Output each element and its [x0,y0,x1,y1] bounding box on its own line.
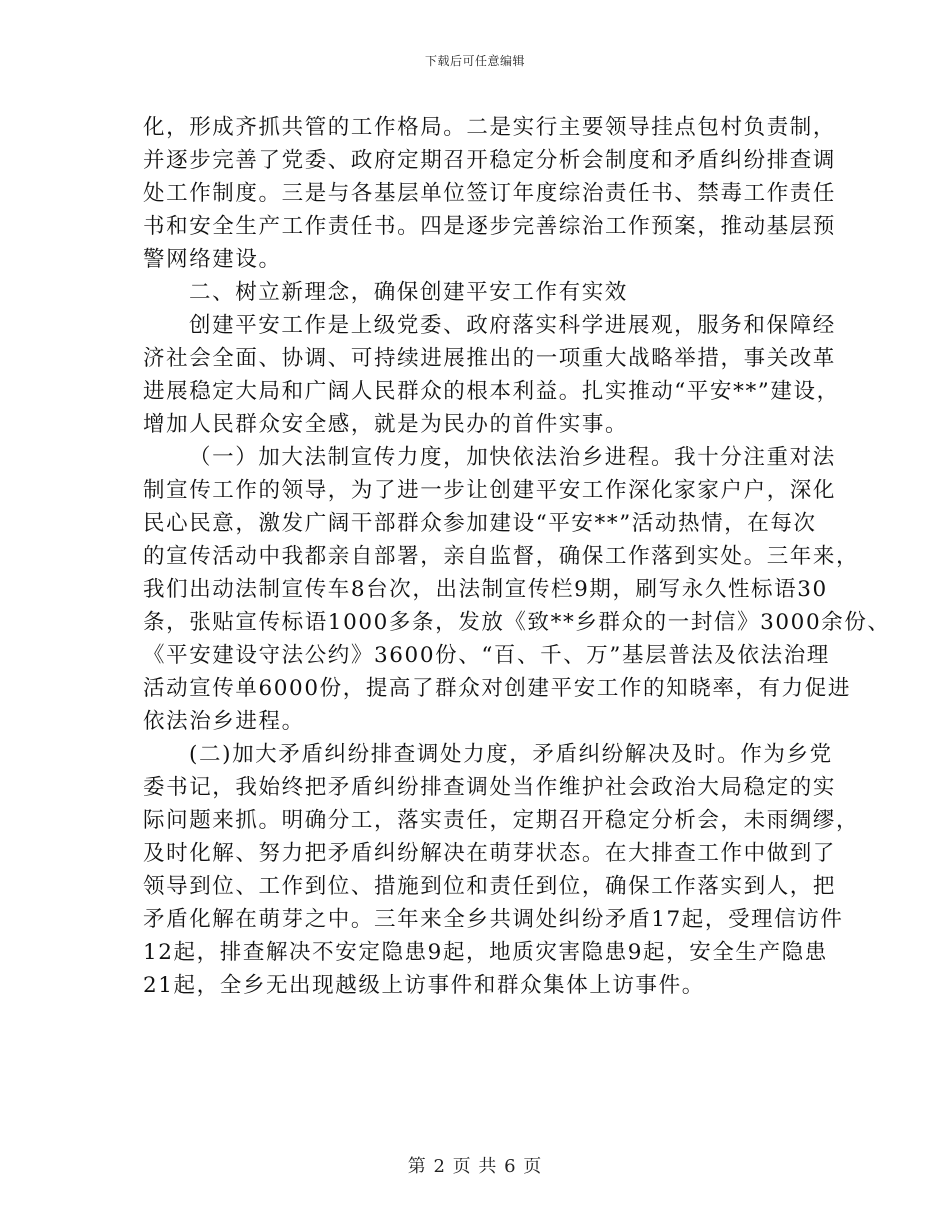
text-line: 二、树立新理念，确保创建平安工作有实效 [189,280,628,305]
text-line: 际问题来抓。明确分工，落实责任，定期召开稳定分析会，未雨绸缪， [143,808,860,833]
text-line: 活动宣传单6000份，提高了群众对创建平安工作的知晓率，有力促进 [143,676,851,701]
text-line: 矛盾化解在萌芽之中。三年来全乡共调处纠纷矛盾17起，受理信访件 [143,907,844,932]
page-number-footer: 第 2 页 共 6 页 [407,1156,543,1177]
text-line: （一）加大法制宣传力度，加快依法治乡进程。我十分注重对法 [189,445,836,470]
text-line: 民心民意，激发广阔干部群众参加建设“平安**”活动热情，在每次 [143,511,817,536]
text-line: 并逐步完善了党委、政府定期召开稳定分析会制度和矛盾纠纷排查调 [143,148,837,173]
text-line: 的宣传活动中我都亲自部署，亲自监督，确保工作落到实处。三年来， [143,544,860,569]
text-line: 12起，排查解决不安定隐患9起，地质灾害隐患9起，安全生产隐患 [143,940,828,965]
text-line: 处工作制度。三是与各基层单位签订年度综治责任书、禁毒工作责任 [143,181,837,206]
text-line: 创建平安工作是上级党委、政府落实科学进展观，服务和保障经 [189,313,836,338]
page-header: 下载后可任意编辑 [424,54,525,68]
text-line: 委书记，我始终把矛盾纠纷排查调处当作维护社会政治大局稳定的实 [143,775,837,800]
text-line: 及时化解、努力把矛盾纠纷解决在萌芽状态。在大排查工作中做到了 [143,841,837,866]
text-line: 领导到位、工作到位、措施到位和责任到位，确保工作落实到人，把 [143,874,837,899]
text-line: 增加人民群众安全感，就是为民办的首件实事。 [143,412,629,437]
text-line: 济社会全面、协调、可持续进展推出的一项重大战略举措，事关改革 [143,346,837,371]
text-line: 化，形成齐抓共管的工作格局。二是实行主要领导挂点包村负责制， [143,115,837,140]
text-line: 我们出动法制宣传车8台次，出法制宣传栏9期，刷写永久性标语30 [143,577,828,602]
text-line: 制宣传工作的领导，为了进一步让创建平安工作深化家家户户，深化 [143,478,837,503]
text-line: 警网络建设。 [143,247,282,272]
text-line: 《平安建设守法公约》3600份、“百、千、万”基层普法及依法治理 [143,643,830,668]
text-line: 条，张贴宣传标语1000多条，发放《致**乡群众的一封信》3000余份、 [143,610,891,635]
text-line: 进展稳定大局和广阔人民群众的根本利益。扎实推动“平安**”建设， [143,379,840,404]
text-line: 21起，全乡无出现越级上访事件和群众集体上访事件。 [143,973,705,998]
text-line: 书和安全生产工作责任书。四是逐步完善综治工作预案，推动基层预 [143,214,837,239]
document-body [143,111,891,1002]
text-line: 依法治乡进程。 [143,709,305,734]
text-line: (二)加大矛盾纠纷排查调处力度，矛盾纠纷解决及时。作为乡党 [189,742,833,767]
